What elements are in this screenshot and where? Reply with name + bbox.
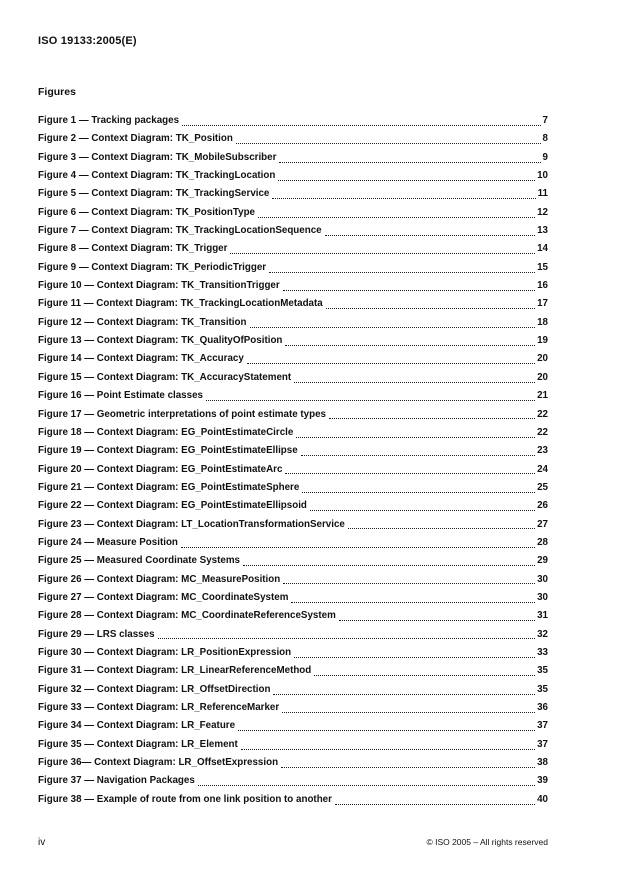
figure-page-number: 7 bbox=[542, 115, 548, 126]
dotted-leader bbox=[278, 167, 535, 181]
dotted-leader bbox=[294, 369, 535, 383]
figure-label: Figure 7 — Context Diagram: TK_TrackingLocationSequence bbox=[38, 225, 322, 237]
figure-entry bbox=[38, 369, 548, 387]
figure-entry bbox=[38, 736, 548, 754]
figure-label: Figure 31 — Context Diagram: LR_LinearReferenceMethod bbox=[38, 665, 312, 677]
figure-label: Figure 22 — Context Diagram: EG_PointEstimateEllipsoid bbox=[38, 500, 307, 512]
figure-entry bbox=[38, 644, 548, 662]
dotted-leader bbox=[182, 112, 541, 126]
dotted-leader bbox=[243, 552, 535, 566]
figure-label: Figure 18 — Context Diagram: EG_PointEstimateCircle bbox=[38, 426, 294, 438]
figure-label: Figure 5 — Context Diagram: TK_TrackingService bbox=[38, 188, 270, 200]
figure-page-number: 20 bbox=[537, 353, 548, 365]
dotted-leader bbox=[283, 571, 535, 585]
figure-label: Figure 35 — Context Diagram: LR_Element bbox=[38, 738, 238, 750]
figure-page-number: 14 bbox=[537, 243, 548, 255]
figure-entry bbox=[38, 461, 548, 479]
dotted-leader bbox=[291, 589, 535, 603]
figure-entry bbox=[38, 387, 548, 405]
figure-entry bbox=[38, 534, 548, 552]
figure-label: Figure 16 — Point Estimate classes bbox=[38, 390, 203, 402]
figure-page-number: 37 bbox=[537, 720, 548, 732]
dotted-leader bbox=[236, 130, 541, 144]
dotted-leader bbox=[302, 479, 535, 493]
dotted-leader bbox=[335, 791, 535, 805]
figure-label: Figure 1 — Tracking packages bbox=[38, 115, 180, 126]
figure-entry bbox=[38, 497, 548, 515]
figure-entry bbox=[38, 277, 548, 295]
figure-label: Figure 32 — Context Diagram: LR_OffsetDirection bbox=[38, 683, 271, 695]
figure-entry bbox=[38, 295, 548, 313]
figure-entry bbox=[38, 589, 548, 607]
figure-label: Figure 9 — Context Diagram: TK_PeriodicTrigger bbox=[38, 261, 267, 273]
figure-label: Figure 3 — Context Diagram: TK_MobileSubscriber bbox=[38, 151, 277, 163]
dotted-leader bbox=[285, 332, 535, 346]
figure-entry bbox=[38, 552, 548, 570]
figure-entry bbox=[38, 754, 548, 772]
figure-page-number: 22 bbox=[537, 426, 548, 438]
figure-entry bbox=[38, 607, 548, 625]
figure-page-number: 24 bbox=[537, 463, 548, 475]
dotted-leader bbox=[198, 772, 535, 786]
dotted-leader bbox=[272, 185, 535, 199]
figure-page-number: 20 bbox=[537, 371, 548, 383]
dotted-leader bbox=[241, 736, 535, 750]
figure-entry bbox=[38, 204, 548, 222]
figure-entry bbox=[38, 791, 548, 809]
dotted-leader bbox=[283, 277, 535, 291]
figure-page-number: 25 bbox=[537, 481, 548, 493]
dotted-leader bbox=[269, 259, 535, 273]
figure-page-number: 35 bbox=[537, 665, 548, 677]
figure-page-number: 18 bbox=[537, 316, 548, 328]
figure-label: Figure 28 — Context Diagram: MC_CoordinateReferenceSystem bbox=[38, 610, 336, 622]
figure-label: Figure 10 — Context Diagram: TK_TransitionTrigger bbox=[38, 280, 280, 292]
dotted-leader bbox=[301, 442, 535, 456]
figure-page-number: 21 bbox=[537, 390, 548, 402]
dotted-leader bbox=[296, 424, 535, 438]
figure-label: Figure 20 — Context Diagram: EG_PointEstimateArc bbox=[38, 463, 283, 475]
figure-page-number: 35 bbox=[537, 683, 548, 695]
figure-entry bbox=[38, 130, 548, 148]
figure-page-number: 29 bbox=[537, 555, 548, 567]
figure-label: Figure 33 — Context Diagram: LR_ReferenceMarker bbox=[38, 702, 280, 713]
dotted-leader bbox=[238, 717, 535, 731]
figure-entry bbox=[38, 479, 548, 497]
dotted-leader bbox=[273, 681, 535, 695]
figure-entry bbox=[38, 681, 548, 699]
figure-entry bbox=[38, 222, 548, 240]
figure-entry bbox=[38, 516, 548, 534]
figure-entry bbox=[38, 332, 548, 350]
figure-entry bbox=[38, 662, 548, 680]
figure-entry bbox=[38, 112, 548, 130]
figure-label: Figure 24 — Measure Position bbox=[38, 536, 178, 548]
figure-page-number: 22 bbox=[537, 408, 548, 420]
figure-page-number: 28 bbox=[537, 536, 548, 548]
figure-entry bbox=[38, 185, 548, 203]
figure-label: Figure 13 — Context Diagram: TK_QualityOfPosition bbox=[38, 335, 283, 347]
figure-entry bbox=[38, 149, 548, 167]
figure-page-number: 17 bbox=[537, 298, 548, 310]
figure-label: Figure 36— Context Diagram: LR_OffsetExpression bbox=[38, 757, 279, 769]
figure-label: Figure 12 — Context Diagram: TK_Transition bbox=[38, 316, 247, 328]
figure-page-number: 30 bbox=[537, 591, 548, 603]
figure-entry bbox=[38, 240, 548, 258]
figure-page-number: 23 bbox=[537, 445, 548, 457]
figures-section-title: Figures bbox=[38, 86, 76, 98]
dotted-leader bbox=[279, 149, 540, 163]
figure-entry bbox=[38, 571, 548, 589]
figure-page-number: 12 bbox=[537, 206, 548, 218]
figure-label: Figure 29 — LRS classes bbox=[38, 628, 155, 640]
figure-entry bbox=[38, 626, 548, 644]
figure-label: Figure 2 — Context Diagram: TK_Position bbox=[38, 133, 233, 145]
figure-label: Figure 8 — Context Diagram: TK_Trigger bbox=[38, 243, 228, 255]
figure-label: Figure 19 — Context Diagram: EG_PointEstimateEllipse bbox=[38, 445, 298, 457]
figure-label: Figure 30 — Context Diagram: LR_PositionExpression bbox=[38, 646, 292, 658]
figure-label: Figure 25 — Measured Coordinate Systems bbox=[38, 555, 240, 567]
figure-label: Figure 4 — Context Diagram: TK_TrackingLocation bbox=[38, 170, 276, 182]
figure-entry bbox=[38, 406, 548, 424]
figure-label: Figure 23 — Context Diagram: LT_LocationTransformationService bbox=[38, 518, 345, 530]
footer-page-number: iv bbox=[38, 837, 46, 848]
figure-entry bbox=[38, 259, 548, 277]
figure-label: Figure 17 — Geometric interpretations of point estimate types bbox=[38, 408, 326, 420]
figure-page-number: 32 bbox=[537, 628, 548, 640]
figure-label: Figure 34 — Context Diagram: LR_Feature bbox=[38, 720, 236, 732]
figure-page-number: 36 bbox=[537, 702, 548, 713]
figure-page-number: 40 bbox=[537, 793, 548, 805]
dotted-leader bbox=[158, 626, 536, 640]
figure-label: Figure 14 — Context Diagram: TK_Accuracy bbox=[38, 353, 244, 365]
dotted-leader bbox=[325, 222, 535, 236]
dotted-leader bbox=[314, 662, 535, 676]
figure-entry bbox=[38, 167, 548, 185]
page-footer bbox=[38, 837, 548, 848]
figure-page-number: 26 bbox=[537, 500, 548, 512]
figure-label: Figure 21 — Context Diagram: EG_PointEstimateSphere bbox=[38, 481, 300, 493]
document-id-header: ISO 19133:2005(E) bbox=[38, 35, 137, 47]
dotted-leader bbox=[310, 497, 535, 511]
dotted-leader bbox=[181, 534, 535, 548]
figure-entry bbox=[38, 717, 548, 735]
figure-page-number: 10 bbox=[537, 170, 548, 182]
dotted-leader bbox=[285, 461, 535, 475]
figure-page-number: 13 bbox=[537, 225, 548, 237]
figure-page-number: 11 bbox=[537, 188, 548, 200]
figure-page-number: 39 bbox=[537, 775, 548, 787]
dotted-leader bbox=[329, 406, 535, 420]
figure-label: Figure 15 — Context Diagram: TK_AccuracyStatement bbox=[38, 371, 292, 383]
figure-label: Figure 26 — Context Diagram: MC_MeasurePosition bbox=[38, 573, 281, 585]
figure-page-number: 16 bbox=[537, 280, 548, 292]
dotted-leader bbox=[294, 644, 535, 658]
dotted-leader bbox=[348, 516, 535, 530]
dotted-leader bbox=[281, 754, 535, 768]
dotted-leader bbox=[326, 295, 535, 309]
figure-label: Figure 37 — Navigation Packages bbox=[38, 775, 195, 787]
figure-label: Figure 27 — Context Diagram: MC_CoordinateSystem bbox=[38, 591, 289, 603]
figure-page-number: 9 bbox=[542, 151, 548, 163]
figure-entry bbox=[38, 314, 548, 332]
figure-page-number: 27 bbox=[537, 518, 548, 530]
figure-page-number: 37 bbox=[537, 738, 548, 750]
figure-page-number: 19 bbox=[537, 335, 548, 347]
dotted-leader bbox=[250, 314, 536, 328]
dotted-leader bbox=[339, 607, 535, 621]
figure-label: Figure 11 — Context Diagram: TK_TrackingLocationMetadata bbox=[38, 298, 323, 310]
figure-page-number: 15 bbox=[537, 261, 548, 273]
figure-page-number: 38 bbox=[537, 757, 548, 769]
figure-page-number: 8 bbox=[542, 133, 548, 145]
figure-entry bbox=[38, 699, 548, 717]
figure-entry bbox=[38, 424, 548, 442]
footer-copyright-notice: © ISO 2005 – All rights reserved bbox=[426, 837, 548, 847]
figure-label: Figure 38 — Example of route from one link position to another bbox=[38, 793, 332, 805]
dotted-leader bbox=[230, 240, 535, 254]
figure-entry bbox=[38, 442, 548, 460]
figure-label: Figure 6 — Context Diagram: TK_PositionType bbox=[38, 206, 256, 218]
dotted-leader bbox=[282, 699, 535, 713]
dotted-leader bbox=[258, 204, 535, 218]
figure-entry bbox=[38, 772, 548, 790]
figure-page-number: 31 bbox=[537, 610, 548, 622]
dotted-leader bbox=[206, 387, 535, 401]
figure-page-number: 33 bbox=[537, 646, 548, 658]
figure-entry bbox=[38, 350, 548, 368]
dotted-leader bbox=[247, 350, 535, 364]
figure-page-number: 30 bbox=[537, 573, 548, 585]
figures-list bbox=[38, 112, 548, 809]
